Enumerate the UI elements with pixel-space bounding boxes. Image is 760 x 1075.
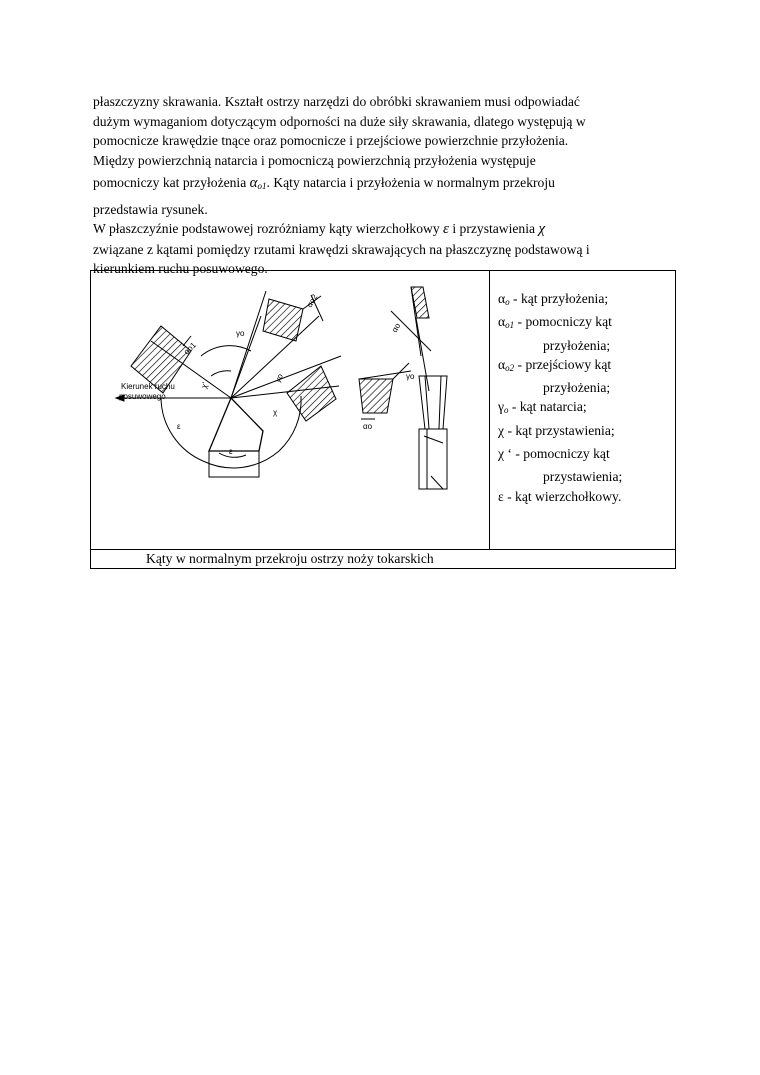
diagram-label-alpha-bottom: αo: [363, 422, 373, 431]
text-line-9: kierunkiem ruchu posuwowego.: [93, 261, 268, 276]
diagram-label-epsilon-1: ε: [229, 447, 233, 456]
legend-row: χ ‘ - pomocniczy kąt: [498, 446, 610, 462]
legend-row: $\gamma_o$ - kąt natarcia;: [498, 399, 587, 416]
legend-row: przyłożenia;: [543, 337, 611, 353]
diagram-label-alpha-o2: αo2: [304, 292, 320, 309]
diagram-label-gamma-1: γo: [236, 329, 245, 338]
legend-row: χ - kąt przystawienia;: [498, 422, 615, 438]
diagram-label-epsilon-2: ε: [177, 422, 181, 431]
cutting-tool-diagram: [91, 271, 489, 544]
text-line-3: pomocnicze krawędzie tnące oraz pomocnicze i przejściowe powierzchnie przyłożenia.: [93, 133, 569, 148]
text-line-5: pomocniczy kat przyłożenia $\alpha_{o1}$. Kąty natarcia i przyłożenia w normalnym przekroju: [93, 175, 555, 191]
legend-row: przystawienia;: [543, 469, 623, 485]
figure-caption: Kąty w normalnym przekroju ostrzy noży tokarskich: [91, 550, 676, 569]
legend-row: $\alpha_o$ - kąt przyłożenia;: [498, 291, 609, 307]
figure-drawing-cell: [91, 271, 490, 550]
legend-row: $\alpha_{o2}$ - przejściowy kąt: [498, 356, 612, 373]
text-line-1: płaszczyzny skrawania. Kształt ostrzy narzędzi do obróbki skrawaniem musi odpowiadać: [93, 94, 580, 109]
direction-label-2: posuwowego: [119, 392, 166, 401]
section-alpha-o2: [263, 299, 303, 341]
side-view-tool-head: [419, 376, 447, 429]
direction-label-1: Kierunek ruchu: [121, 382, 175, 391]
text-line-6: przedstawia rysunek.: [93, 201, 208, 217]
legend-row: przyłożenia;: [543, 380, 611, 396]
diagram-label-alpha-o1: αo1: [182, 340, 198, 357]
tool-shank-outline: [209, 451, 259, 477]
text-line-4: Między powierzchnią natarcia i pomocniczą powierzchnią przyłożenia występuje: [93, 152, 536, 168]
body-text: [93, 92, 683, 279]
text-line-2: dużym wymaganiom dotyczącym odporności na duże siły skrawania, dlatego występują w: [93, 113, 586, 129]
legend-row: $\alpha_{o1}$ - pomocniczy kąt: [498, 314, 612, 331]
diagram-label-chi-prime: χ': [199, 381, 210, 390]
side-view-left-section: [359, 379, 393, 413]
diagram-label-alpha-side: αo: [389, 321, 403, 334]
tool-nose-outline: [209, 398, 263, 451]
side-view-shank: [419, 429, 447, 489]
diagram-label-chi: χ: [273, 408, 278, 417]
diagram-label-gamma-2: γo: [272, 372, 285, 384]
legend-cell: [490, 271, 676, 550]
text-line-8: związane z kątami pomiędzy rzutami krawędzi skrawających na płaszczyznę podstawową i: [93, 241, 590, 257]
legend-row: ε - kąt wierzchołkowy.: [498, 488, 622, 504]
figure-table: [90, 270, 676, 569]
diagram-label-gamma-side: γo: [406, 372, 415, 381]
text-line-7: W płaszczyźnie podstawowej rozróżniamy kąty wierzchołkowy ε i przystawienia χ: [93, 221, 546, 237]
